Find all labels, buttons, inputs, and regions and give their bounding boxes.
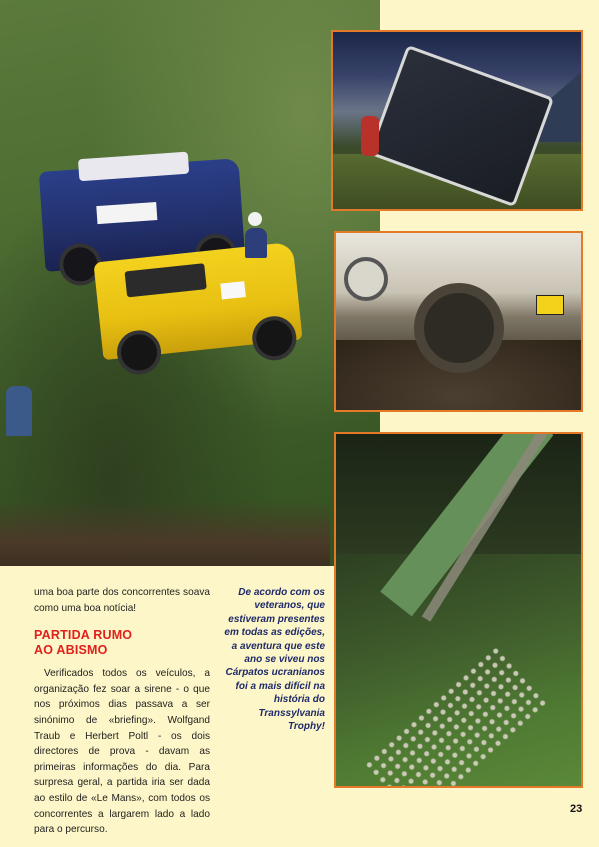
car-sticker: [96, 202, 157, 224]
spectator: [6, 386, 32, 436]
yellow-4x4-car: [93, 242, 302, 360]
vehicle-lamp: [344, 257, 388, 301]
section-heading-line: PARTIDA RUMO: [34, 628, 133, 643]
overturned-truck-photo: [331, 30, 583, 211]
car-window: [125, 263, 207, 297]
car-wheel: [250, 314, 298, 362]
page-number: 23: [570, 803, 583, 815]
car-roof: [78, 152, 189, 182]
muddy-track: [0, 500, 330, 566]
body-paragraph: Verificados todos os veículos, a organização fez soar a sirene - o que nos próximos dias passava a ser sinónimo de «briefing». Wolfgand Traub e Herbert Poltl - os dois directores de prova - davam as primeiras informações do dia. Para surpresa geral, a partida iria ser dada ao estilo de «Le Mans», com todos os concorrentes a largarem lado a lado para o percurso.: [34, 668, 210, 836]
spectator: [245, 228, 267, 258]
intro-paragraph: uma boa parte dos concorrentes soava como uma boa notícia!: [34, 587, 210, 614]
main-rally-photo: [0, 0, 380, 566]
section-heading: [34, 628, 210, 658]
race-number-plate: [536, 295, 564, 315]
article-text-column: [34, 585, 210, 838]
section-heading-line: AO ABISMO: [34, 643, 108, 658]
spectator-head: [248, 212, 262, 226]
pull-quote: De acordo com os veteranos, que estiveram presentes em todas as edições, a aventura que este ano se viveu nos Cárpatos ucranianos foi a mais difícil na história do Transsylvania Trophy!: [224, 587, 325, 733]
valley-aerial-photo: [334, 432, 583, 788]
car-number-plate: [220, 281, 246, 299]
muddy-wheel-photo: [334, 231, 583, 412]
car-wheel: [115, 328, 163, 376]
vehicle-tyre: [414, 283, 504, 373]
village-houses: [362, 644, 549, 788]
bystander: [361, 116, 379, 156]
